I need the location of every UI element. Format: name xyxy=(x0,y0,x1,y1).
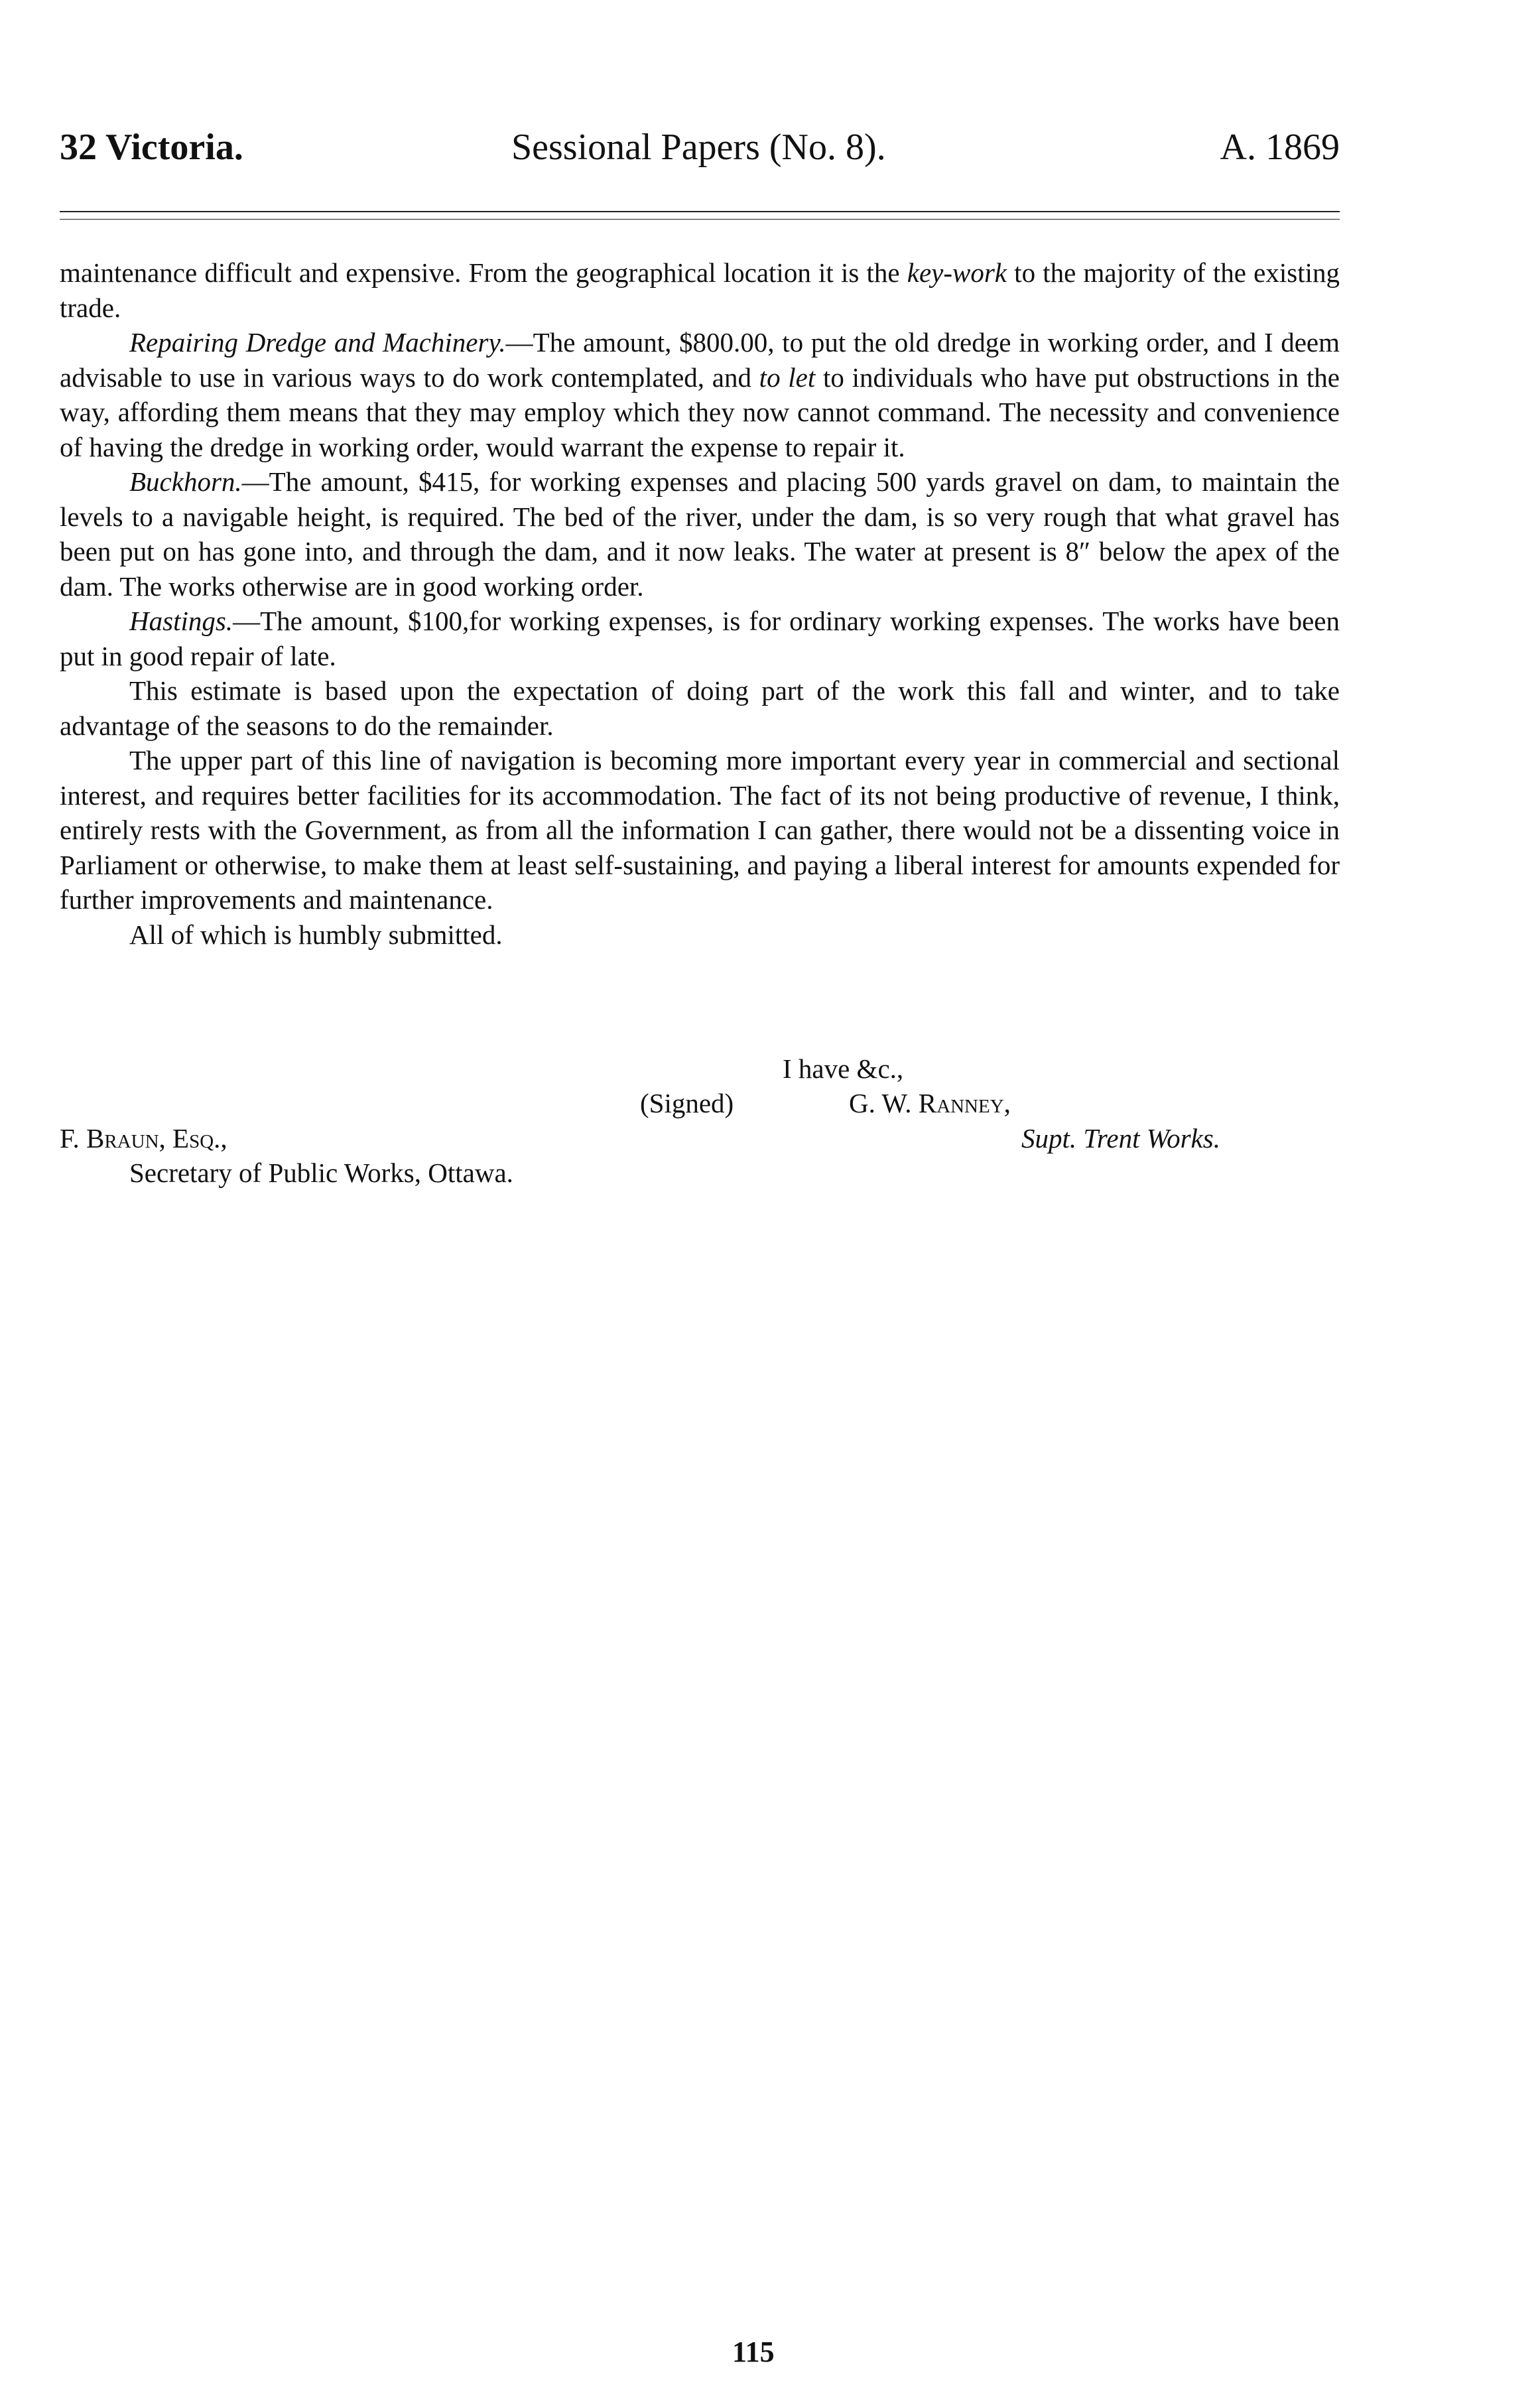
paragraph-repairing-dredge xyxy=(60,325,1340,464)
text-run: maintenance difficult and expensive. From the geographical location it is the xyxy=(60,257,907,288)
header-rule-thin xyxy=(60,219,1340,220)
paragraph-upper-navigation: The upper part of this line of navigation is becoming more important every year in commercial and sectional interest, and requires better facilities for its accommodation. The fact of its not being productive of revenue, I think, entirely rests with the Government, as from all the information I can gather, there would not be a dissenting voice in Parliament or otherwise, to make them at least self-sustaining, and paying a liberal interest for amounts expended for further improvements and maintenance. xyxy=(60,745,1340,915)
italic-term: key-work xyxy=(907,257,1007,288)
signed-label: (Signed) xyxy=(640,1088,734,1118)
text-run: —The amount, $100,for working expenses, is for ordinary working expenses. The works have been put in good repair of late. xyxy=(60,606,1340,671)
page-number: 115 xyxy=(732,2336,775,2368)
addressee-title: Secretary of Public Works, Ottawa. xyxy=(129,1158,513,1188)
text-run: to the majority of the existing trade. xyxy=(60,257,1340,323)
paragraph-closing: All of which is humbly submitted. xyxy=(129,919,503,950)
header-publication: Sessional Papers (No. 8). xyxy=(511,127,886,168)
text-run: —The amount, $415, for working expenses and placing 500 yards gravel on dam, to maintain the levels to a navigable height, is required. The bed of the river, under the dam, is so very rough that what gravel has been put on has gone into, and through the dam, and it now leaks. The water at present is 8″ below the apex of the dam. The works otherwise are in good working order. xyxy=(60,466,1340,602)
page-header xyxy=(60,126,1340,186)
signatory-title: Supt. Trent Works. xyxy=(1021,1123,1220,1154)
paragraph-maintenance xyxy=(60,255,1340,325)
signature-block xyxy=(60,1051,1340,1197)
header-rule-thick xyxy=(60,211,1340,212)
document-page xyxy=(60,0,1340,2388)
paragraph-buckhorn xyxy=(60,464,1340,604)
section-heading-repairing-dredge: Repairing Dredge and Machinery. xyxy=(129,327,506,358)
valediction: I have &c., xyxy=(783,1053,904,1084)
header-year: A. 1869 xyxy=(1220,127,1340,168)
italic-term: to let xyxy=(759,362,816,393)
paragraph-hastings xyxy=(60,604,1340,673)
paragraph-estimate: This estimate is based upon the expectation of doing part of the work this fall and winter, and to take advantage of the seasons to do the remainder. xyxy=(60,675,1340,741)
text-run: —The amount, $800.00, to put the old dredge in working order, and I deem advisable to use in various ways to do work contemplated, and xyxy=(60,327,1340,393)
addressee-name: F. Braun, Esq., xyxy=(60,1123,227,1154)
text-run: to individuals who have put obstructions in the way, affording them means that they may employ which they now cannot command. The necessity and convenience of having the dredge in working order, would warrant the expense to repair it. xyxy=(60,362,1340,462)
header-session: 32 Victoria. xyxy=(60,127,243,168)
signatory-name: G. W. Ranney, xyxy=(849,1088,1011,1118)
section-heading-hastings: Hastings. xyxy=(129,606,233,636)
section-heading-buckhorn: Buckhorn. xyxy=(129,466,242,497)
body-text xyxy=(60,255,1340,952)
